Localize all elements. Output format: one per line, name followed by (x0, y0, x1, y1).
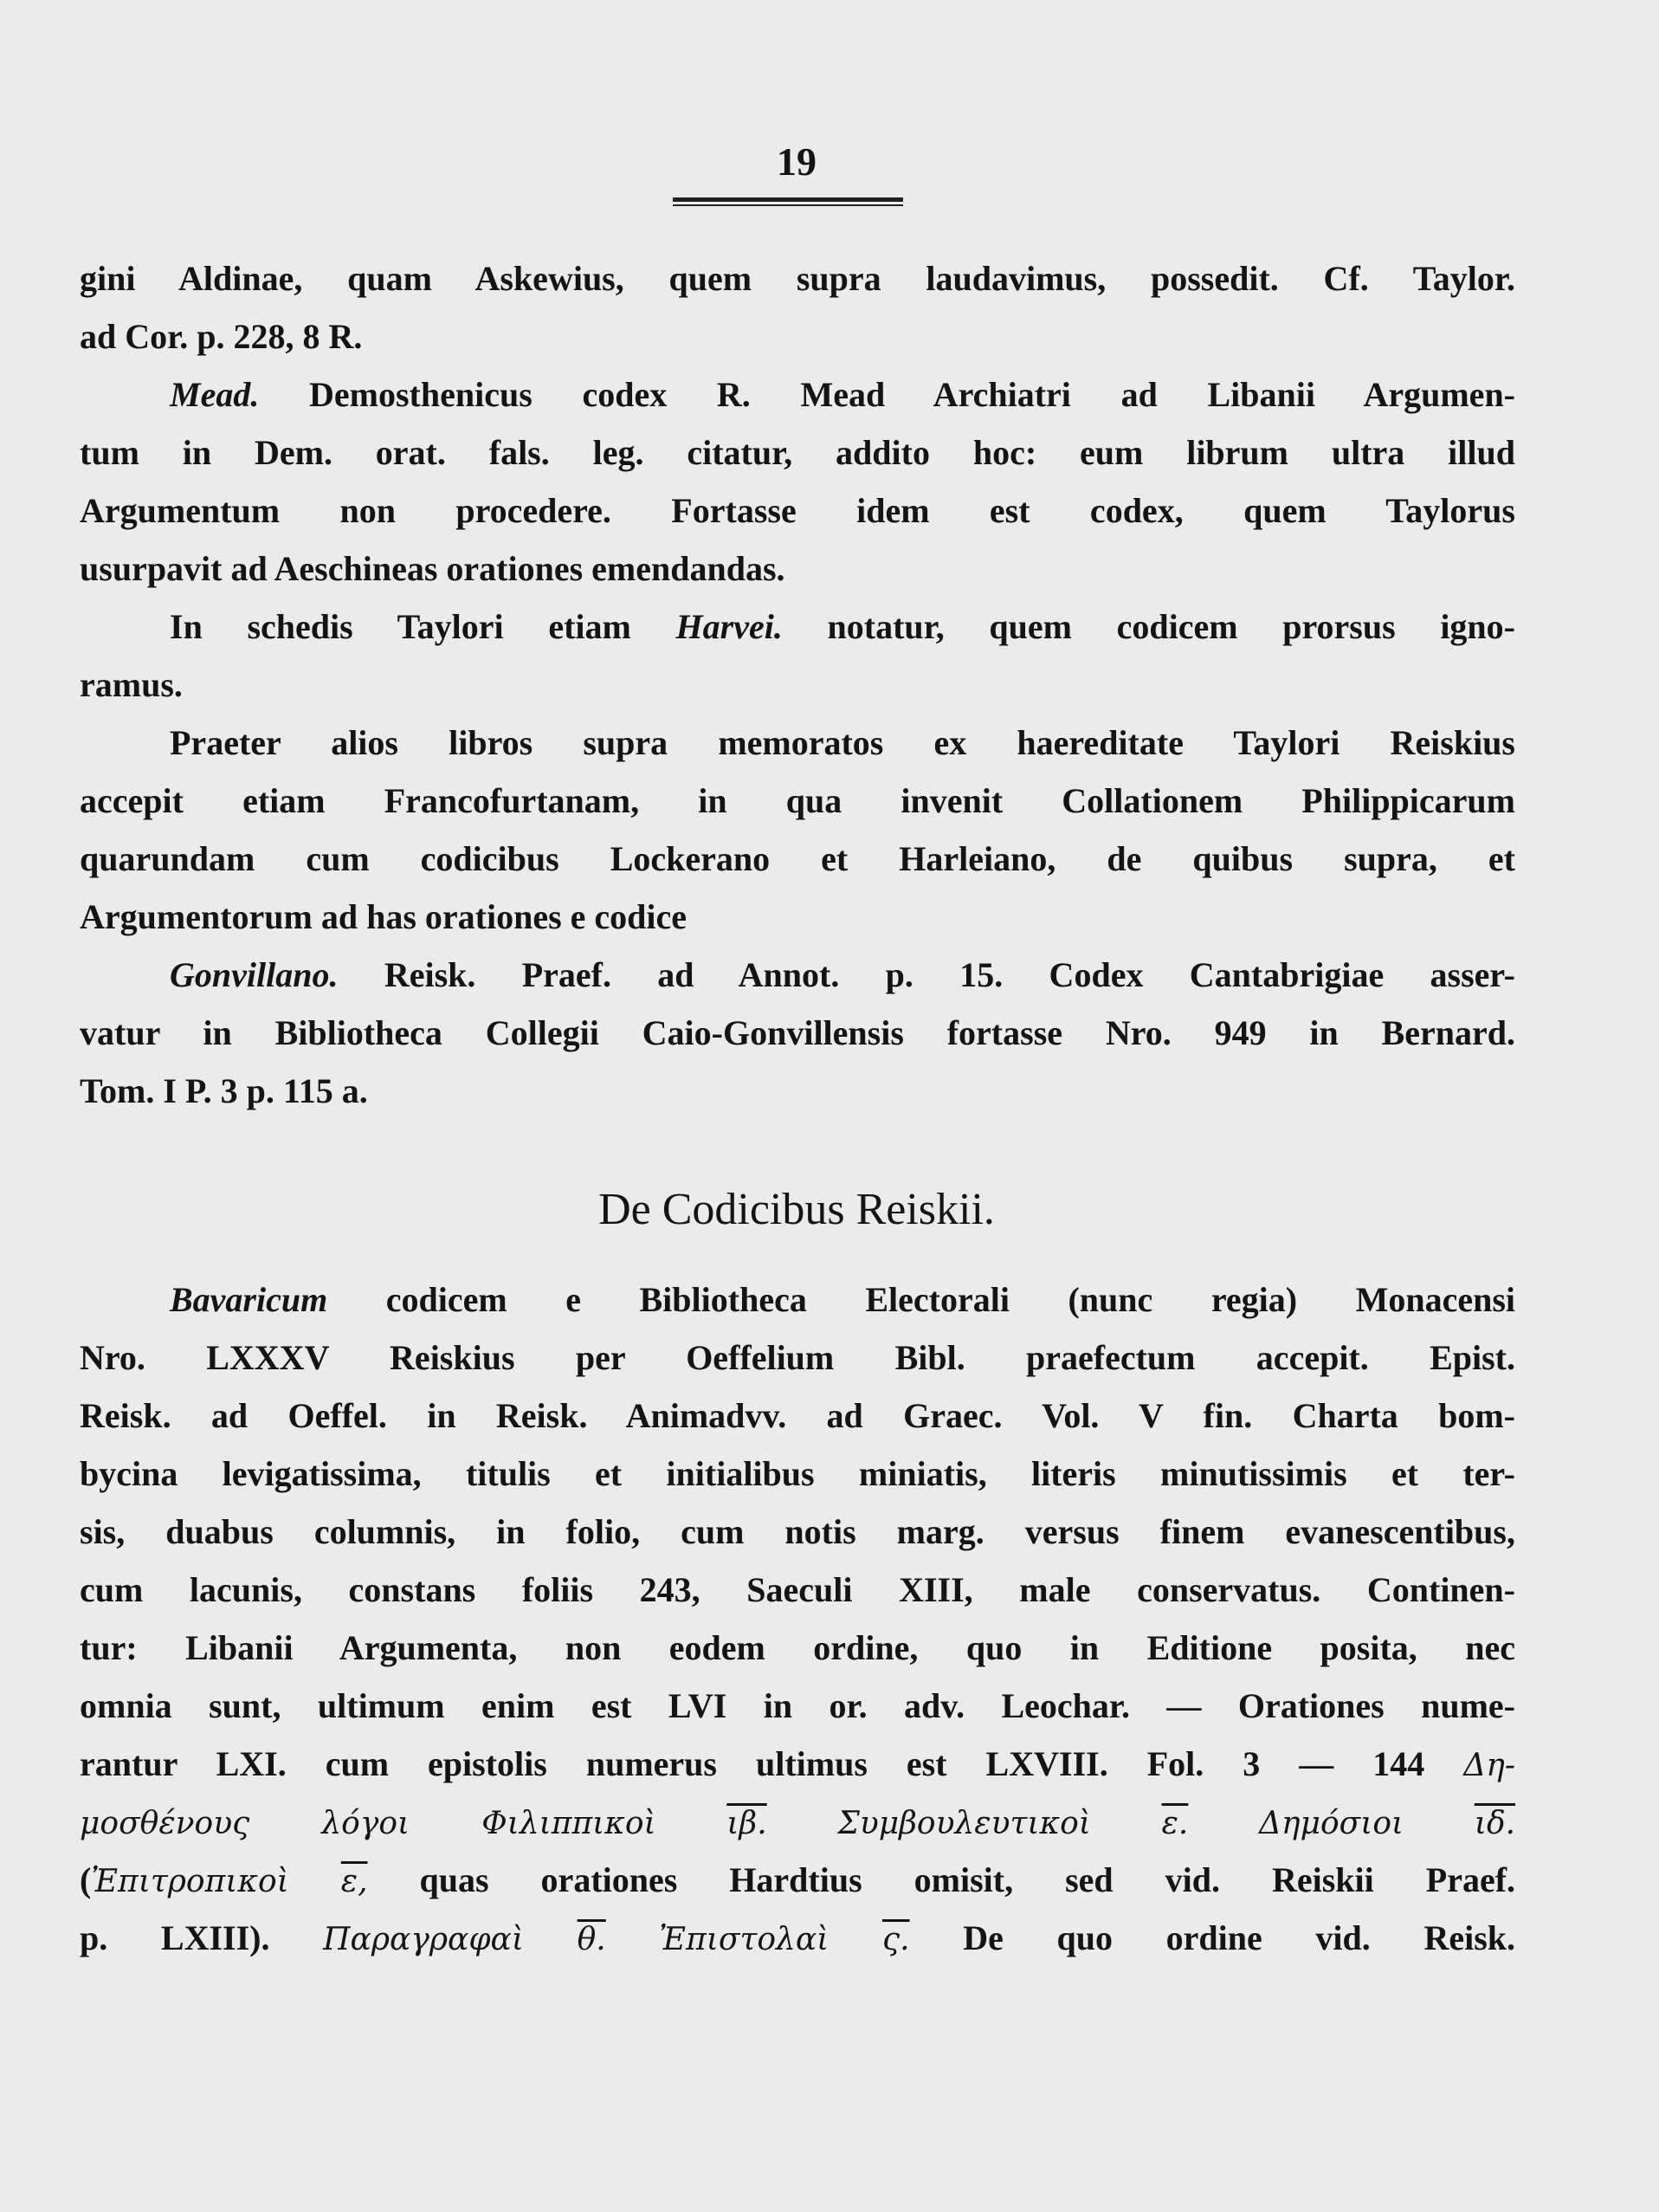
text-line: accepit etiam Francofurtanam, in qua invenit Collationem Philippicarum (80, 781, 1515, 820)
greek-numeral: ιβ. (726, 1806, 767, 1841)
text-line: quarundam cum codicibus Lockerano et Harleiano, de quibus supra, et (80, 839, 1515, 878)
text-line: rantur LXI. cum epistolis numerus ultimus est LXVIII. Fol. 3 — 144 Δη- (80, 1744, 1516, 1783)
section-heading: De Codicibus Reiskii. (598, 1185, 995, 1234)
text-line: ramus. (80, 665, 183, 704)
text-line: Reisk. ad Oeffel. in Reisk. Animadvv. ad Graec. Vol. V fin. Charta bom- (80, 1396, 1515, 1435)
text-line: Gonvillano. Reisk. Praef. ad Annot. p. 15. Codex Cantabrigiae asser- (170, 955, 1516, 994)
text-line: cum lacunis, constans foliis 243, Saeculi XIII, male conservatus. Continen- (80, 1570, 1515, 1609)
text-line-greek: (Ἐπιτροπικοὶ ε, quas orationes Hardtius omisit, sed vid. Reiskii Praef. (80, 1860, 1516, 1899)
text-line-greek: μοσθένους λόγοι Φιλιππικοὶ ιβ. Συμβουλευτικοὶ ε. Δημόσιοι ιδ. (80, 1806, 1516, 1841)
greek-numeral: ε. (1161, 1806, 1189, 1841)
header-rule (673, 197, 903, 206)
text-line: Argumentum non procedere. Fortasse idem est codex, quem Taylorus (80, 491, 1515, 530)
greek-numeral: ς. (881, 1922, 910, 1957)
page-number: 19 (777, 139, 817, 184)
text-block-lower (80, 1271, 1515, 1967)
text-line: Nro. LXXXV Reiskius per Oeffelium Bibl. praefectum accepit. Epist. (80, 1338, 1515, 1377)
text-line: Argumentorum ad has orationes e codice (80, 897, 687, 936)
greek-text: Δη- (1463, 1748, 1516, 1783)
text-line: ad Cor. p. 228, 8 R. (80, 317, 363, 356)
text-line: vatur in Bibliotheca Collegii Caio-Gonvillensis fortasse Nro. 949 in Bernard. (80, 1013, 1515, 1052)
codex-name: Mead. (170, 375, 260, 414)
text-line: tur: Libanii Argumenta, non eodem ordine, quo in Editione posita, nec (80, 1628, 1515, 1667)
text-line-greek: p. LXIII). Παραγραφαὶ θ. Ἐπιστολαὶ ς. De quo ordine vid. Reisk. (80, 1918, 1516, 1957)
text-line: Mead. Demosthenicus codex R. Mead Archiatri ad Libanii Argumen- (170, 375, 1516, 414)
text-line: sis, duabus columnis, in folio, cum notis marg. versus finem evanescentibus, (80, 1512, 1515, 1551)
text-line: tum in Dem. orat. fals. leg. citatur, addito hoc: eum librum ultra illud (80, 433, 1515, 472)
greek-numeral: ε, (340, 1864, 368, 1899)
text-line: Tom. I P. 3 p. 115 a. (80, 1071, 368, 1110)
text-line: bycina levigatissima, titulis et initialibus miniatis, literis minutissimis et ter- (80, 1454, 1515, 1493)
greek-numeral: ιδ. (1474, 1806, 1516, 1841)
text-line: gini Aldinae, quam Askewius, quem supra laudavimus, possedit. Cf. Taylor. (80, 259, 1515, 298)
text-line: usurpavit ad Aeschineas orationes emendandas. (80, 549, 785, 588)
text-block-upper (80, 249, 1515, 1120)
text-line: In schedis Taylori etiam Harvei. notatur, quem codicem prorsus igno- (170, 607, 1515, 646)
text-line: Praeter alios libros supra memoratos ex haereditate Taylori Reiskius (170, 723, 1515, 762)
codex-name: Gonvillano. (170, 955, 339, 994)
text-line: omnia sunt, ultimum enim est LVI in or. adv. Leochar. — Orationes nume- (80, 1686, 1515, 1725)
codex-name: Harvei. (675, 607, 783, 646)
codex-name: Bavaricum (170, 1280, 328, 1319)
greek-numeral: θ. (577, 1922, 606, 1957)
text-line: Bavaricum codicem e Bibliotheca Electorali (nunc regia) Monacensi (170, 1280, 1516, 1319)
